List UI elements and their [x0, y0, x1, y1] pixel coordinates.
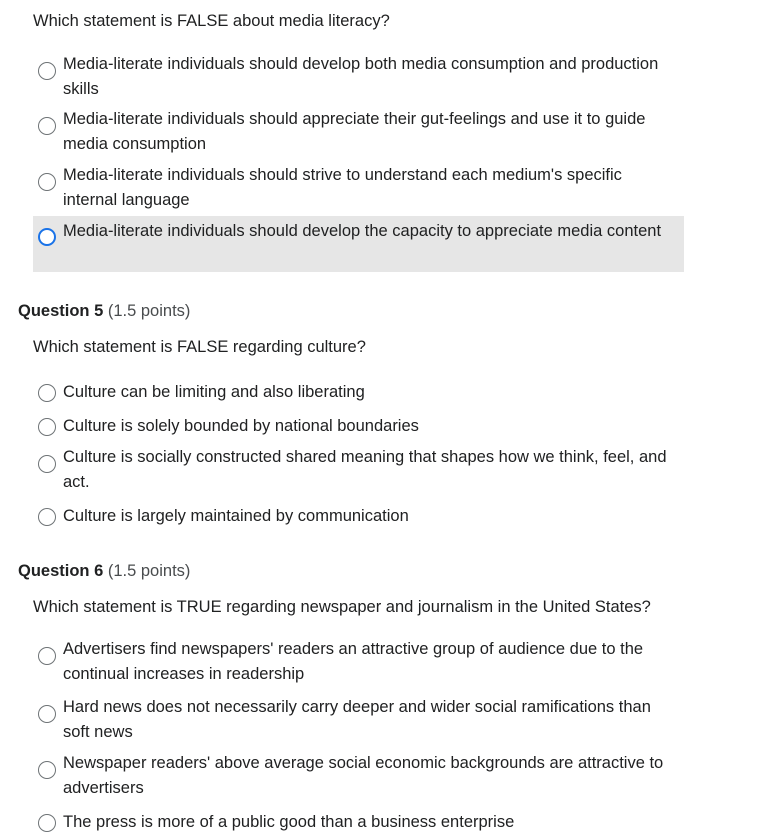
q6-header: [18, 562, 190, 581]
option-label: Advertisers find newspapers' readers an attractive group of audience due to the continual increases in readership: [63, 640, 644, 683]
q6-option-3[interactable]: [33, 751, 684, 801]
option-label: Media-literate individuals should develop both media consumption and production skills: [63, 55, 659, 98]
option-label: Media-literate individuals should appreciate their gut-feelings and use it to guide media consumption: [63, 110, 646, 153]
q6-option-4[interactable]: [33, 810, 684, 836]
radio-button[interactable]: [38, 228, 56, 246]
q6-title: Question 6: [18, 562, 104, 580]
option-label: Culture can be limiting and also liberating: [63, 383, 365, 401]
q5-points: (1.5 points): [107, 302, 191, 320]
q5-option-4[interactable]: [33, 504, 684, 530]
q5-header: [18, 302, 190, 321]
q6-option-1[interactable]: [33, 637, 684, 687]
radio-button[interactable]: [38, 761, 56, 779]
option-label: Hard news does not necessarily carry deeper and wider social ramifications than soft news: [63, 698, 651, 741]
radio-button[interactable]: [38, 508, 56, 526]
option-label: Culture is socially constructed shared meaning that shapes how we think, feel, and act.: [63, 448, 667, 491]
option-label: Culture is solely bounded by national boundaries: [63, 417, 419, 435]
radio-button[interactable]: [38, 384, 56, 402]
radio-button[interactable]: [38, 418, 56, 436]
radio-button[interactable]: [38, 455, 56, 473]
option-label: Media-literate individuals should strive to understand each medium's specific internal language: [63, 166, 622, 209]
radio-button[interactable]: [38, 62, 56, 80]
option-label: Culture is largely maintained by communication: [63, 507, 409, 525]
radio-button[interactable]: [38, 814, 56, 832]
q4-option-1[interactable]: [33, 52, 684, 102]
q5-option-1[interactable]: [33, 380, 684, 406]
q6-prompt: Which statement is TRUE regarding newspaper and journalism in the United States?: [33, 598, 651, 616]
q4-prompt: Which statement is FALSE about media literacy?: [33, 12, 390, 30]
radio-button[interactable]: [38, 173, 56, 191]
q4-option-3[interactable]: [33, 163, 684, 213]
option-label: Media-literate individuals should develop the capacity to appreciate media content: [63, 222, 662, 240]
radio-button[interactable]: [38, 705, 56, 723]
radio-button[interactable]: [38, 117, 56, 135]
option-label: The press is more of a public good than a business enterprise: [63, 813, 515, 831]
q5-option-3[interactable]: [33, 445, 684, 495]
q6-points: (1.5 points): [107, 562, 191, 580]
radio-button[interactable]: [38, 647, 56, 665]
q4-option-2[interactable]: [33, 107, 684, 157]
q5-title: Question 5: [18, 302, 104, 320]
option-label: Newspaper readers' above average social economic backgrounds are attractive to advertisers: [63, 754, 664, 797]
q4-option-4[interactable]: [33, 216, 684, 272]
q5-prompt: Which statement is FALSE regarding culture?: [33, 338, 366, 356]
q5-option-2[interactable]: [33, 414, 684, 440]
q6-option-2[interactable]: [33, 695, 684, 745]
